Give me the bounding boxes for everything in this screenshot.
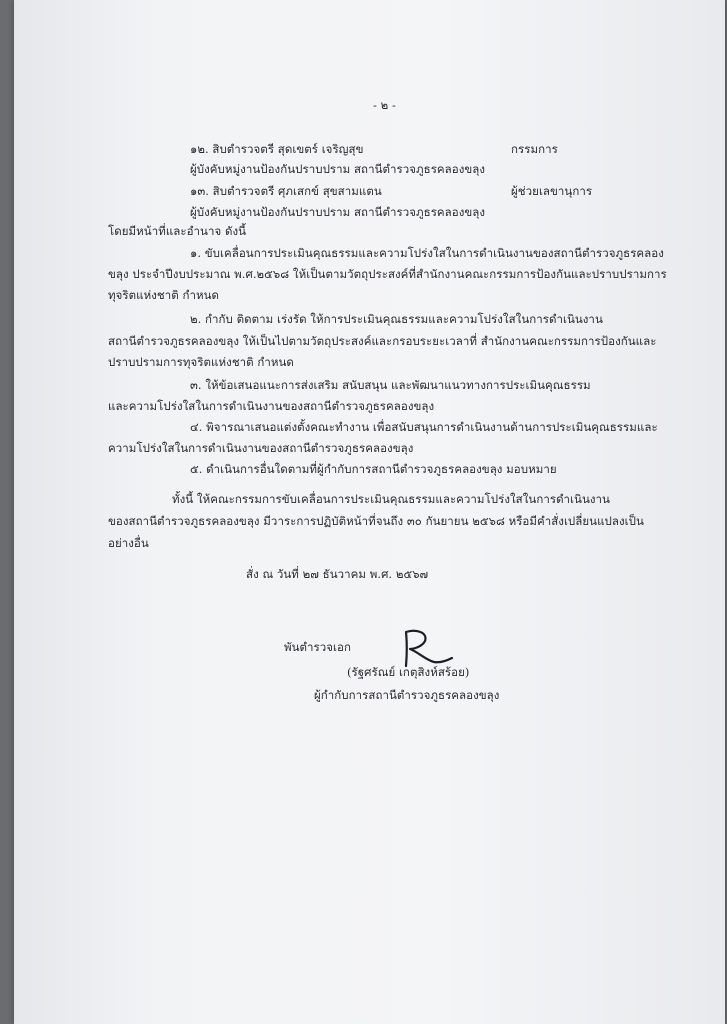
duty-4-line-1: ๔. พิจารณาเสนอแต่งตั้งคณะทำงาน เพื่อสนับสนุนการดำเนินงานด้านการประเมินคุณธรรมและ (190, 420, 658, 434)
signer-position: ผู้กำกับการสถานีตำรวจภูธรคลองขลุง (314, 688, 500, 702)
handwritten-signature-icon (398, 628, 454, 668)
member-13-name: ๑๓. สิบตำรวจตรี ศุภเสกข์ สุขสามแตน (190, 184, 382, 198)
signer-rank: พันตำรวจเอก (284, 640, 351, 654)
duty-4-line-2: ความโปร่งใสในการดำเนินงานของสถานีตำรวจภูธรคลองขลุง (108, 441, 414, 455)
member-12-role: กรรมการ (511, 142, 558, 156)
signer-name: (รัฐศรัณย์ เกตุสิงห์สร้อย) (347, 665, 470, 679)
duty-2-line-3: ปราบปรามการทุจริตแห่งชาติ กำหนด (108, 355, 294, 369)
closing-line-3: อย่างอื่น (108, 536, 149, 550)
member-12-name: ๑๒. สิบตำรวจตรี สุดเขตร์ เจริญสุข (190, 142, 364, 156)
closing-line-2: ของสถานีตำรวจภูธรคลองขลุง มีวาระการปฏิบัติหน้าที่จนถึง ๓๐ กันยายน ๒๕๖๘ หรือมีคำสั่งเปลี่ยนแปลงเป็น (108, 514, 644, 528)
duty-5-line-1: ๕. ดำเนินการอื่นใดตามที่ผู้กำกับการสถานีตำรวจภูธรคลองขลุง มอบหมาย (190, 462, 557, 476)
duty-1-line-1: ๑. ขับเคลื่อนการประเมินคุณธรรมและความโปร่งใสในการดำเนินงานของสถานีตำรวจภูธรคลอง (190, 246, 664, 260)
closing-line-1: ทั้งนี้ ให้คณะกรรมการขับเคลื่อนการประเมินคุณธรรมและความโปร่งใสในการดำเนินงาน (172, 492, 610, 506)
duty-2-line-1: ๒. กำกับ ติดตาม เร่งรัด ให้การประเมินคุณธรรมและความโปร่งใสในการดำเนินงาน (190, 312, 603, 326)
order-date: สั่ง ณ วันที่ ๒๗ ธันวาคม พ.ศ. ๒๕๖๗ (246, 567, 429, 581)
page-number: - ๒ - (373, 98, 396, 112)
member-12-title: ผู้บังคับหมู่งานป้องกันปราบปราม สถานีตำรวจภูธรคลองขลุง (190, 162, 486, 176)
duty-1-line-3: ทุจริตแห่งชาติ กำหนด (108, 288, 220, 302)
duties-intro: โดยมีหน้าที่และอำนาจ ดังนี้ (108, 224, 247, 238)
duty-1-line-2: ขลุง ประจำปีงบประมาณ พ.ศ.๒๕๖๘ ให้เป็นตามวัตถุประสงค์ที่สำนักงานคณะกรรมการป้องกันและปราบปรามการ (108, 267, 667, 281)
member-13-role: ผู้ช่วยเลขานุการ (511, 184, 593, 198)
duty-3-line-2: และความโปร่งใสในการดำเนินงานของสถานีตำรวจภูธรคลองขลุง (108, 399, 435, 413)
document-page (14, 0, 725, 1024)
member-13-title: ผู้บังคับหมู่งานป้องกันปราบปราม สถานีตำรวจภูธรคลองขลุง (190, 205, 486, 219)
duty-3-line-1: ๓. ให้ข้อเสนอแนะการส่งเสริม สนับสนุน และพัฒนาแนวทางการประเมินคุณธรรม (190, 378, 591, 392)
duty-2-line-2: สถานีตำรวจภูธรคลองขลุง ให้เป็นไปตามวัตถุประสงค์และกรอบระยะเวลาที่ สำนักงานคณะกรรมการป้องกันและ (108, 334, 657, 348)
